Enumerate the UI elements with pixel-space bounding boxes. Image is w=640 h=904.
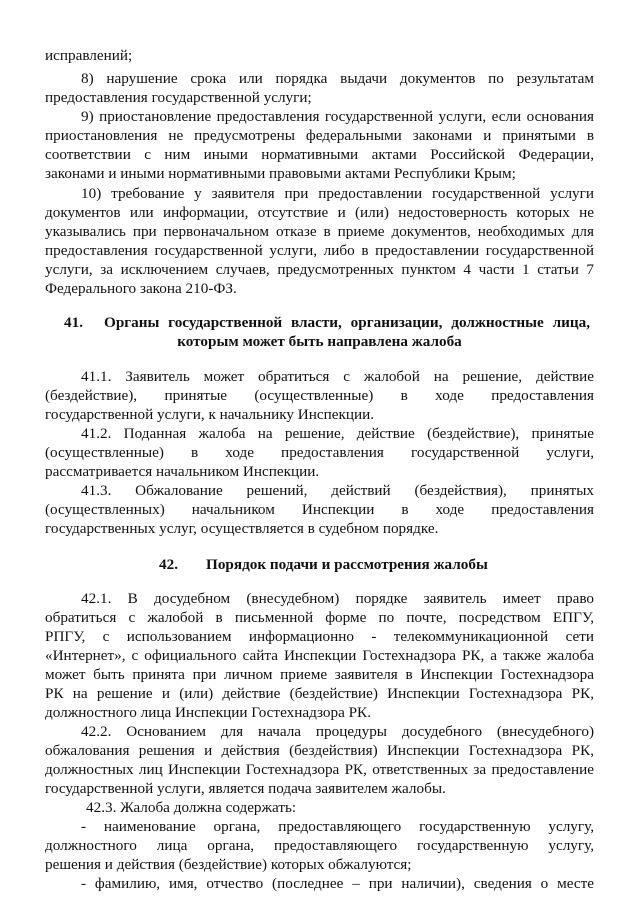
text-line: может быть принята при личном приеме заявителя в Инспекции Гостехнадзора <box>45 666 594 683</box>
text-line: предоставления государственной услуги, либо в предоставлении государственной <box>45 242 594 259</box>
text-line: 42.2. Основанием для начала процедуры досудебного (внесудебного) <box>81 723 594 740</box>
text-line: 41.1. Заявитель может обратиться с жалобой на решение, действие <box>81 368 594 385</box>
text-line: Федерального закона 210-ФЗ. <box>45 280 237 297</box>
text-line: - наименование органа, предоставляющего государственную услугу, <box>81 818 594 835</box>
text-line: РПГУ, с использованием информационно - телекоммуникационной сети <box>45 628 594 645</box>
text-line: государственных услуг, осуществляется в судебном порядке. <box>45 520 439 537</box>
text-line: 42.1. В досудебном (внесудебном) порядке заявитель имеет право <box>81 590 594 607</box>
text-line: обратиться с жалобой в письменной форме по почте, посредством ЕПГУ, <box>45 609 594 626</box>
text-line: рассматривается начальником Инспекции. <box>45 463 320 480</box>
text-line: 8) нарушение срока или порядка выдачи документов по результатам <box>81 70 594 87</box>
text-line: (осуществленные) в ходе предоставления государственной услуги, <box>45 444 594 461</box>
text-line: 10) требование у заявителя при предоставлении государственной услуги <box>81 185 594 202</box>
text-line: документов или информации, отсутствие и (или) недостоверность которых не <box>45 204 594 221</box>
text-line: 41.2. Поданная жалоба на решение, действие (бездействие), принятые <box>81 425 594 442</box>
text-line: - фамилию, имя, отчество (последнее – при наличии), сведения о месте <box>81 875 594 892</box>
text-line: «Интернет», с официального сайта Инспекции Гостехнадзора РК, а также жалоба <box>45 647 594 664</box>
text-line: государственной услуги, является подача заявителем жалобы. <box>45 780 446 797</box>
section-title: которым может быть направлена жалоба <box>177 333 462 350</box>
text-line: должностного лица органа, предоставляющего государственную услугу, <box>45 837 594 854</box>
text-line: приостановления не предусмотрены федеральными законами и принятыми в <box>45 127 594 144</box>
text-line: (осуществленных) начальником Инспекции в ходе предоставления <box>45 501 594 518</box>
text-line: 42.3. Жалоба должна содержать: <box>86 799 297 816</box>
section-number: 41. <box>64 314 83 331</box>
text-line: должностного лица Инспекции Гостехнадзора РК. <box>45 704 371 721</box>
text-line: 41.3. Обжалование решений, действий (бездействия), принятых <box>81 482 594 499</box>
text-line: 9) приостановление предоставления государственной услуги, если основания <box>81 108 594 125</box>
text-line: услуги, за исключением случаев, предусмотренных пунктом 4 части 1 статьи 7 <box>45 261 594 278</box>
section-title: Порядок подачи и рассмотрения жалобы <box>206 556 488 573</box>
text-line: обжалования решения и действия (бездействия) Инспекции Гостехнадзора РК, <box>45 742 594 759</box>
section-title: Органы государственной власти, организации, должностные лица, <box>104 314 590 331</box>
text-line: должностных лиц Инспекции Гостехнадзора РК, ответственных за предоставление <box>45 761 594 778</box>
text-line: предоставления государственной услуги; <box>45 89 312 106</box>
text-line: РК на решение и (или) действие (бездействие) Инспекции Гостехнадзора РК, <box>45 685 594 702</box>
text-line: соответствии с ним иными нормативными актами Российской Федерации, <box>45 146 594 163</box>
text-line: государственной услуги, к начальнику Инспекции. <box>45 406 375 423</box>
text-line: указывались при первоначальном отказе в приеме документов, необходимых для <box>45 223 594 240</box>
text-line: исправлений; <box>45 47 133 64</box>
text-line: законами и иными нормативными правовыми актами Республики Крым; <box>45 165 516 182</box>
section-number: 42. <box>159 556 178 573</box>
text-line: (бездействие), принятые (осуществленные) в ходе предоставления <box>45 387 594 404</box>
text-line: решения и действия (бездействие) которых обжалуются; <box>45 856 412 873</box>
